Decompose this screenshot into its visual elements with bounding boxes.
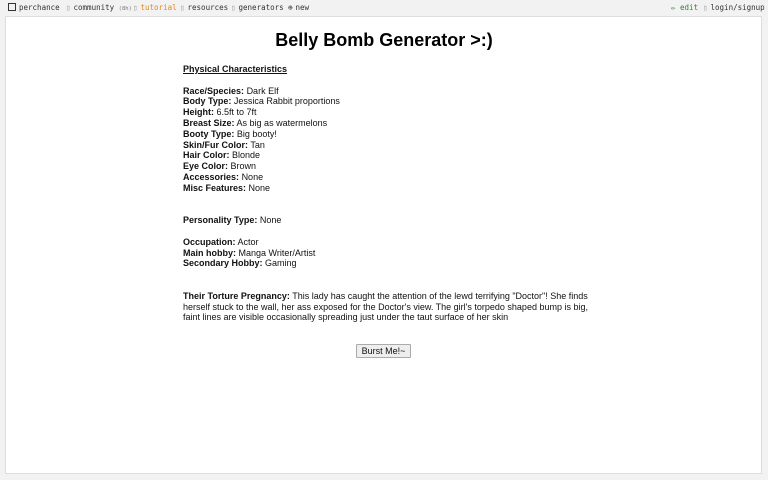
pencil-icon: ✏ xyxy=(671,3,676,12)
nav-resources[interactable]: ▯ resources xyxy=(180,3,229,12)
attr-row: Booty Type: Big booty! xyxy=(183,128,277,139)
nav-community[interactable]: ▯ community (8h) xyxy=(66,3,132,12)
attr-row: Occupation: Actor xyxy=(183,236,259,247)
nav-new[interactable]: ⊕ new xyxy=(288,3,310,12)
attr-row: Main hobby: Manga Writer/Artist xyxy=(183,247,316,258)
plus-circle-icon: ⊕ xyxy=(288,3,293,12)
community-badge: (8h) xyxy=(118,6,132,12)
folder-icon: ▯ xyxy=(180,3,185,12)
attr-row: Accessories: None xyxy=(183,171,264,182)
nav-edit[interactable]: ✏ edit xyxy=(671,3,699,12)
top-nav-bar xyxy=(0,0,768,15)
chat-icon: ▯ xyxy=(66,3,71,12)
generator-output xyxy=(183,64,588,323)
attr-row: Misc Features: None xyxy=(183,182,271,193)
nav-tutorial[interactable]: ▯ tutorial xyxy=(133,3,177,12)
attr-row: Skin/Fur Color: Tan xyxy=(183,139,265,150)
scenario-paragraph: Their Torture Pregnancy: This lady has caught the attention of the lewd terrifying "Doctor"! She finds herself stuck to the wall, her ass exposed for the Doctor's view. The girl's torpedo shaped bump is big, faint lines are visible occasionally spreading just under the taut surface of her skin xyxy=(183,290,588,323)
user-icon: ▯ xyxy=(703,3,708,12)
attr-row: Secondary Hobby: Gaming xyxy=(183,258,297,269)
gear-icon: ▯ xyxy=(231,3,236,12)
page-title: Belly Bomb Generator >:) xyxy=(275,30,493,50)
nav-perchance[interactable]: perchance xyxy=(8,3,60,12)
nav-generators[interactable]: ▯ generators xyxy=(231,3,284,12)
attr-row: Breast Size: As big as watermelons xyxy=(183,117,328,128)
regenerate-button[interactable]: Burst Me!~ xyxy=(356,344,411,358)
attr-row: Height: 6.5ft to 7ft xyxy=(183,107,257,118)
dice-icon xyxy=(8,3,16,11)
attr-row: Hair Color: Blonde xyxy=(183,150,261,161)
book-icon: ▯ xyxy=(133,3,138,12)
attr-row: Race/Species: Dark Elf xyxy=(183,85,279,96)
personality-row: Personality Type: None xyxy=(183,215,282,226)
nav-login[interactable]: ▯ login/signup xyxy=(703,3,765,12)
section-title: Physical Characteristics xyxy=(183,64,288,74)
attr-row: Eye Color: Brown xyxy=(183,161,257,172)
attr-row: Body Type: Jessica Rabbit proportions xyxy=(183,96,340,107)
